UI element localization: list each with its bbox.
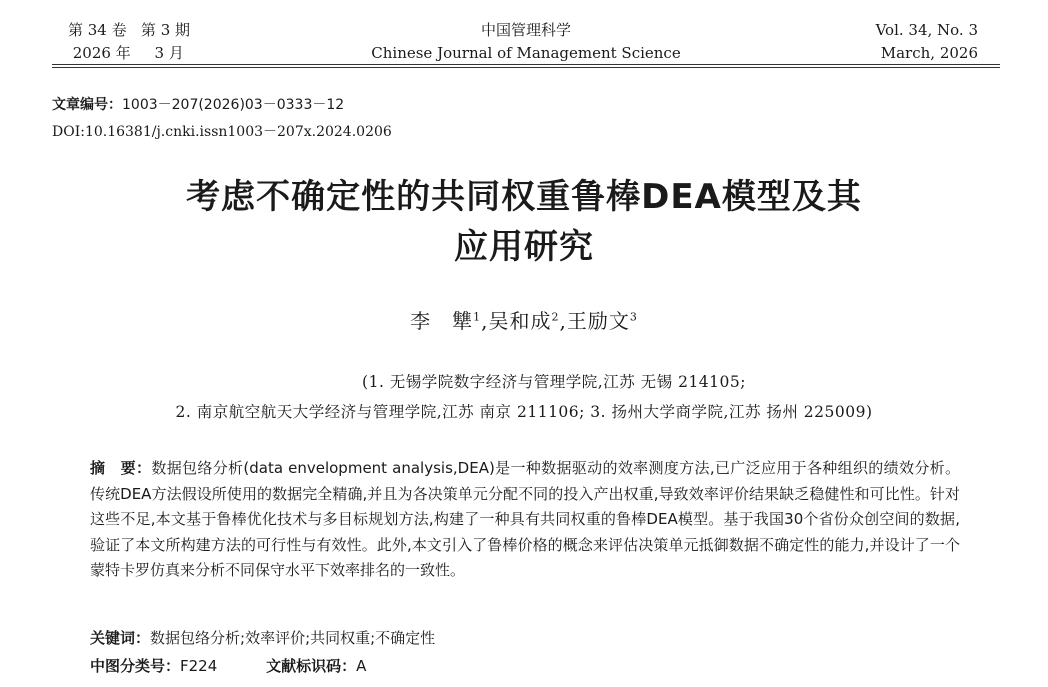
header-right [876, 19, 978, 65]
article-number-value: 1003－207(2026)03－0333－12 [122, 97, 345, 113]
clc-value: F224 [180, 657, 218, 675]
header-rule-top [52, 64, 1000, 65]
keywords-text: 数据包络分析;效率评价;共同权重;不确定性 [150, 629, 436, 647]
author-1: 李 犨 [410, 309, 474, 333]
doc-code-value: A [356, 657, 367, 675]
article-number [52, 94, 344, 114]
title-line-1: 考虑不确定性的共同权重鲁棒DEA模型及其 [186, 177, 862, 217]
keywords [90, 627, 435, 648]
author-2-affil: 2 [551, 310, 560, 324]
keywords-label: 关键词： [90, 629, 151, 647]
journal-name-cn: 中国管理科学 [480, 21, 571, 39]
author-3: ,王励文 [559, 309, 630, 333]
affiliation-line-1: (1. 无锡学院数字经济与管理学院,江苏 无锡 214105; [362, 373, 746, 391]
author-3-affil: 3 [629, 310, 638, 324]
abstract-text: 数据包络分析(data envelopment analysis,DEA)是一种数据驱动的效率测度方法,已广泛应用于各种组织的绩效分析。传统DEA方法假设所使用的数据完全精确,并且为各决策单元分配不同的投入产出权重,导致效率评价结果缺乏稳健性和可比性。针对这些不足,本文基于鲁棒优化技术与多目标规划方法,构建了一种具有共同权重的鲁棒DEA模型。基于我国30个省份众创空间的数据,验证了本文所构建方法的可行性与有效性。此外,本文引入了鲁棒价格的概念来评估决策单元抵御数据不确定性的能力,并设计了一个蒙特卡罗仿真来分析不同保守水平下效率排名的一致性。 [90, 459, 960, 579]
journal-header [52, 0, 1000, 68]
title-line-2: 应用研究 [454, 227, 594, 267]
doi[interactable]: DOI:10.16381/j.cnki.issn1003－207x.2024.0206 [52, 124, 392, 140]
author-2: ,吴和成 [481, 309, 552, 333]
author-1-affil: 1 [473, 310, 482, 324]
classification [90, 655, 366, 676]
abstract-label: 摘 要： [90, 459, 152, 477]
header-center [52, 19, 1000, 65]
date-en: March, 2026 [880, 44, 978, 62]
volume-en: Vol. 34, No. 3 [875, 21, 978, 39]
author-list [0, 305, 1048, 334]
clc-label: 中图分类号： [90, 657, 181, 675]
article-number-label: 文章编号： [52, 97, 122, 113]
volume-issue: 第 34 卷 第 3 期 [68, 21, 191, 39]
abstract [90, 456, 960, 584]
year-month: 2026 年 3 月 [68, 44, 184, 62]
paper-title [60, 172, 988, 272]
doc-code-label: 文献标识码： [266, 657, 357, 675]
affiliation-line-2: 2. 南京航空航天大学经济与管理学院,江苏 南京 211106; 3. 扬州大学商学院,江苏 扬州 225009) [175, 403, 873, 421]
header-rule-bottom [52, 67, 1000, 68]
journal-name-en: Chinese Journal of Management Science [371, 44, 681, 62]
